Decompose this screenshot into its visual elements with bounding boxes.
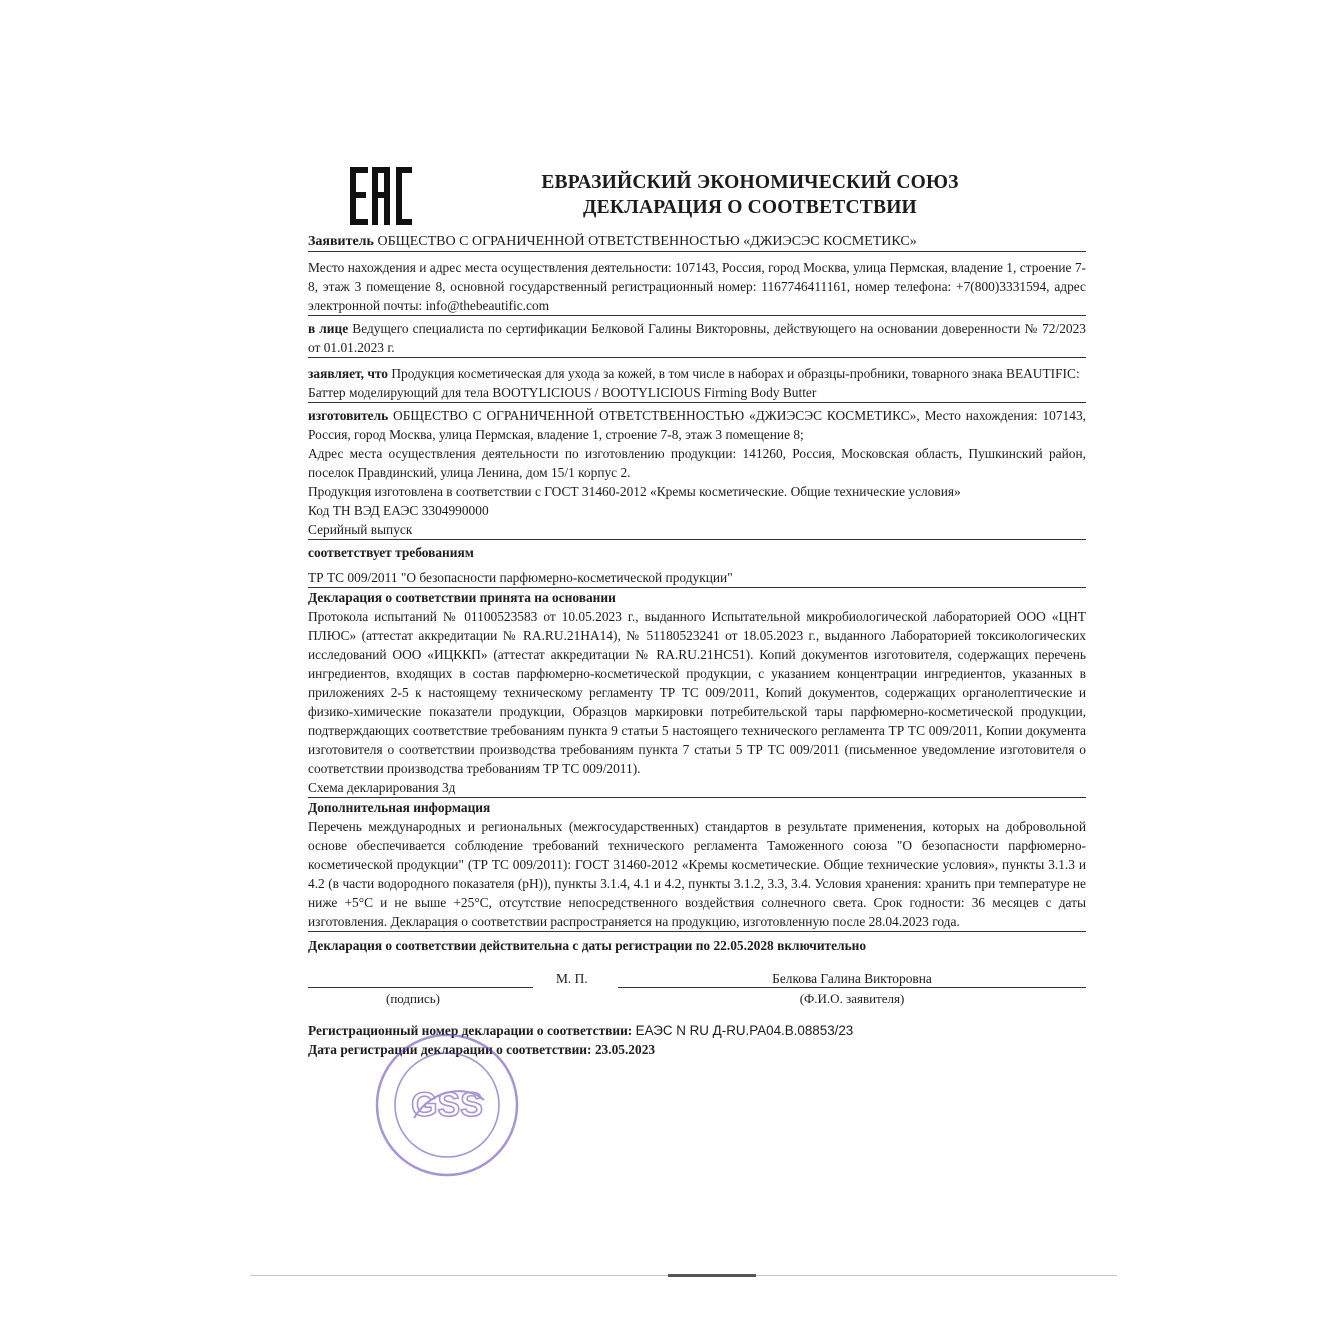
additional-info-label: Дополнительная информация — [308, 800, 491, 815]
validity-suffix: включительно — [777, 938, 867, 953]
tn-ved-code: Код ТН ВЭД ЕАЭС 3304990000 — [308, 503, 489, 518]
basis-label: Декларация о соответствии принята на основании — [308, 590, 616, 605]
registration-date-label: Дата регистрации декларации о соответствии: — [308, 1042, 592, 1057]
document-header — [420, 170, 1080, 220]
registration-number-label: Регистрационный номер декларации о соответствии: — [308, 1023, 633, 1038]
requirements-text: ТР ТС 009/2011 "О безопасности парфюмерно-косметической продукции" — [308, 568, 1086, 588]
eac-logo — [348, 165, 414, 227]
registration-number: ЕАЭС N RU Д-RU.PA04.B.08853/23 — [635, 1023, 854, 1038]
product-name: Баттер моделирующий для тела BOOTYLICIOUS / BOOTYLICIOUS Firming Body Butter — [308, 383, 1086, 403]
signature-row — [308, 965, 1086, 1009]
representative-block — [308, 319, 1086, 358]
registration-date: 23.05.2023 — [594, 1042, 656, 1057]
manufacturer-text: ОБЩЕСТВО С ОГРАНИЧЕННОЙ ОТВЕТСТВЕННОСТЬЮ «ДЖИЭСЭС КОСМЕТИКС», Место нахождения: 107143, Россия, город Москва, улица Пермская, владение 1, строение 7-8, этаж 3 помещение 8; — [308, 408, 1086, 442]
declaration-scheme: Схема декларирования 3д — [308, 778, 1086, 798]
registration-block — [308, 1021, 1086, 1059]
registration-date-line — [308, 1040, 1086, 1059]
production-address: Адрес места осуществления деятельности по изготовлению продукции: 141260, Россия, Московская область, Пушкинский район, поселок Правдинский, улица Ленина, дом 15/1 корпус 2. — [308, 446, 1086, 480]
additional-info-text: Перечень международных и региональных (межгосударственных) стандартов в результате применения, которых на добровольной основе обеспечивается соблюдение требований технического регламента Таможенного союза "О безопасности парфюмерно-косметической продукции" (ТР ТС 009/2011): ГОСТ 31460-2012 «Кремы косметические. Общие технические условия», пункты 3.1.3 и 4.2 (в части водородного показателя (pH)), пункты 3.1.4, 4.1 и 4.2, пункты 3.1.2, 3.3, 3.4. Условия хранения: хранить при температуре не ниже +5°С и не выше +25°С, отсутствие непосредственного воздействия солнечного света. Срок годности: 36 месяцев с даты изготовления. Декларация о соответствии распространяется на продукцию, изготовленную после 28.04.2023 года. — [308, 817, 1086, 932]
representative-text: Ведущего специалиста по сертификации Белковой Галины Викторовны, действующего на основании доверенности № 72/2023 от 01.01.2023 г. — [308, 321, 1086, 355]
signature-line — [308, 987, 533, 988]
signer-caption: (Ф.И.О. заявителя) — [799, 991, 905, 1006]
registration-number-line — [308, 1021, 1086, 1040]
manufacturer-label: изготовитель — [308, 408, 389, 423]
applicant-name: ОБЩЕСТВО С ОГРАНИЧЕННОЙ ОТВЕТСТВЕННОСТЬЮ «ДЖИЭСЭС КОСМЕТИКС» — [377, 234, 917, 249]
requirements-label: соответствует требованиям — [308, 545, 474, 560]
applicant-line — [308, 232, 1086, 252]
bottom-mark — [668, 1274, 756, 1277]
validity-line — [308, 936, 1086, 955]
union-name: ЕВРАЗИЙСКИЙ ЭКОНОМИЧЕСКИЙ СОЮЗ — [541, 172, 959, 193]
declares-label: заявляет, что — [308, 366, 388, 381]
signer-name: Белкова Галина Викторовна — [772, 971, 932, 986]
declares-block — [308, 364, 1086, 383]
declares-text: Продукция косметическая для ухода за кожей, в том числе в наборах и образцы-пробники, товарного знака BEAUTIFIC: — [391, 366, 1080, 381]
signature-caption: (подпись) — [386, 991, 440, 1006]
seal-place-label: М. П. — [556, 971, 588, 986]
validity-prefix: Декларация о соответствии действительна с даты регистрации по — [308, 938, 711, 953]
serial-release: Серийный выпуск — [308, 520, 1086, 540]
basis-text: Протокола испытаний № 01100523583 от 10.05.2023 г., выданного Испытательной микробиологической лабораторией ООО «ЦНТ ПЛЮС» (аттестат аккредитации № RA.RU.21НА14), № 51180523241 от 18.05.2023 г., выданного Лабораторией токсикологических исследований ООО «ИЦККП» (аттестат аккредитации № RA.RU.21НС51). Копий документов изготовителя, содержащих перечень ингредиентов, входящих в состав парфюмерно-косметической продукции, с указанием концентрации ингредиентов, указанных в приложениях 2-5 к настоящему техническому регламенту ТР ТС 009/2011, Копий документов, содержащих органолептические и физико-химические показатели продукции, Образцов маркировки потребительской тары парфюмерно-косметической продукции, подтверждающих соответствие требованиям пункта 9 статьи 5 настоящего технического регламента ТР ТС 009/2011, Копии документа изготовителя о соответствии производства требованиям пункта 7 статьи 5 ТР ТС 009/2011 (письменное уведомление изготовителя о соответствии производства требованиям ТР ТС 009/2011). — [308, 609, 1086, 776]
applicant-address: Место нахождения и адрес места осуществления деятельности: 107143, Россия, город Москва, улица Пермская, владение 1, строение 7-8, этаж 3 помещение 8, основной государственный регистрационный номер: 1167746411161, номер телефона: +7(800)3331594, адрес электронной почты: info@thebeautific.com — [308, 258, 1086, 316]
validity-date: 22.05.2028 — [713, 938, 774, 953]
document-title: ДЕКЛАРАЦИЯ О СООТВЕТСТВИИ — [583, 197, 917, 218]
representative-label: в лице — [308, 321, 349, 336]
production-standard: Продукция изготовлена в соответствии с ГОСТ 31460-2012 «Кремы косметические. Общие технические условия» — [308, 484, 961, 499]
applicant-label: Заявитель — [308, 234, 374, 249]
manufacturer-block — [308, 406, 1086, 444]
stamp-text: GSS — [411, 1086, 483, 1124]
signer-name-line — [618, 987, 1086, 988]
declaration-body — [308, 232, 1086, 1059]
